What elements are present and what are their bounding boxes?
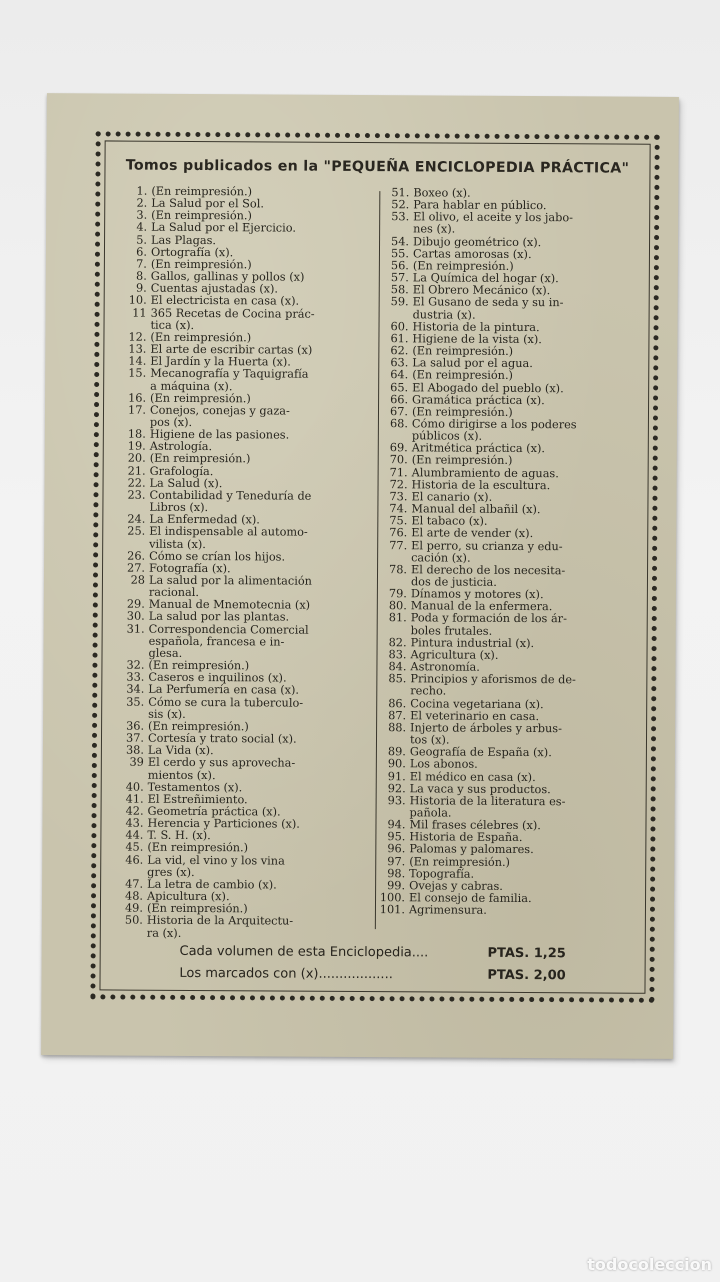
volume-number: 3. bbox=[136, 208, 148, 223]
volume-title: Higiene de la vista (x). bbox=[412, 332, 542, 346]
volume-number: 57. bbox=[390, 271, 409, 285]
volume-title: Historia de la literatura es- bbox=[409, 794, 566, 809]
volume-title: El perro, su crianza y edu- bbox=[411, 538, 563, 553]
volume-title: (En reimpresión.) bbox=[147, 841, 249, 855]
volume-title-continued: nes (x). bbox=[413, 222, 456, 237]
volume-title: Cómo se crían los hijos. bbox=[149, 549, 286, 564]
volume-number: 41. bbox=[125, 792, 144, 806]
volume-title-continued: pañola. bbox=[409, 806, 452, 820]
volume-number: 53. bbox=[391, 210, 410, 224]
volume-title: La salud por el agua. bbox=[412, 356, 533, 371]
volume-number: 13. bbox=[128, 342, 147, 356]
volume-number: 63. bbox=[390, 356, 409, 370]
volume-number: 71. bbox=[389, 465, 408, 479]
volume-title: Contabilidad y Teneduría de bbox=[149, 488, 312, 503]
volume-title: (En reimpresión.) bbox=[411, 453, 513, 468]
volume-number: 96. bbox=[387, 842, 406, 856]
volume-title: Manual de la enfermera. bbox=[410, 599, 553, 614]
list-item bbox=[119, 489, 373, 515]
volume-title: El Jardín y la Huerta (x). bbox=[150, 354, 291, 369]
volume-title: Mecanografía y Taquigrafía bbox=[150, 367, 309, 382]
volume-number: 85. bbox=[388, 672, 407, 686]
volume-number: 101. bbox=[379, 903, 406, 917]
volume-title: La Vida (x). bbox=[147, 743, 214, 758]
volume-title: Aritmética práctica (x). bbox=[411, 441, 546, 456]
volume-title: T. S. H. (x). bbox=[147, 828, 211, 843]
volume-number: 22. bbox=[127, 476, 146, 490]
volume-number: 34. bbox=[126, 682, 145, 697]
volume-title-continued: pos (x). bbox=[149, 415, 193, 429]
volume-number: 61. bbox=[390, 332, 409, 346]
volume-number: 76. bbox=[389, 526, 408, 540]
volume-title-continued: dustria (x). bbox=[412, 307, 476, 322]
volume-number: 93. bbox=[387, 793, 406, 808]
volume-number: 44. bbox=[125, 828, 144, 842]
volume-number: 83. bbox=[388, 648, 407, 662]
list-item bbox=[379, 904, 643, 918]
volume-title: El Obrero Mecánico (x). bbox=[412, 283, 551, 298]
volume-title: El Gusano de seda y su in- bbox=[412, 295, 564, 310]
volume-number: 69. bbox=[389, 441, 408, 455]
volume-title-continued: a máquina (x). bbox=[150, 379, 233, 393]
volume-title: Dibujo geométrico (x). bbox=[413, 234, 542, 249]
volume-number: 25. bbox=[127, 524, 146, 539]
volume-number: 7. bbox=[136, 257, 147, 271]
price-label: Cada volumen de esta Enciclopedia.... bbox=[179, 943, 429, 960]
volume-title-continued: mientos (x). bbox=[147, 768, 216, 782]
volume-title: El cerdo y sus aprovecha- bbox=[147, 756, 296, 770]
volume-number: 72. bbox=[389, 477, 408, 492]
volume-title: (En reimpresión.) bbox=[146, 901, 248, 916]
volume-number: 15. bbox=[128, 366, 147, 381]
volume-title: Injerto de árboles y arbus- bbox=[410, 721, 562, 736]
volume-title: Ovejas y cabras. bbox=[409, 879, 503, 893]
volume-title: Dínamos y motores (x). bbox=[410, 587, 544, 602]
volume-number: 36. bbox=[126, 719, 145, 733]
volume-number: 20. bbox=[127, 452, 146, 466]
volume-title: Gallos, gallinas y pollos (x) bbox=[150, 269, 305, 284]
volume-title: Higiene de las pasiones. bbox=[149, 427, 290, 442]
volume-number: 2. bbox=[136, 196, 148, 210]
volume-number: 11 bbox=[132, 306, 147, 320]
volume-title: Pintura industrial (x). bbox=[410, 636, 535, 650]
volume-number: 6. bbox=[136, 245, 148, 259]
volume-title: Grafología. bbox=[149, 464, 214, 478]
volume-title: (En reimpresión.) bbox=[412, 344, 514, 358]
volume-number: 40. bbox=[125, 780, 144, 794]
volume-title: El electricista en casa (x). bbox=[150, 294, 300, 309]
volume-title: El indispensable al automo- bbox=[149, 525, 308, 540]
list-item bbox=[381, 564, 645, 590]
volume-number: 47. bbox=[125, 877, 144, 891]
volume-title: Historia de la Arquitectu- bbox=[146, 914, 294, 928]
volume-title: La Perfumería en casa (x). bbox=[148, 683, 300, 698]
volume-title: El Abogado del pueblo (x). bbox=[412, 380, 564, 395]
volume-title: (En reimpresión.) bbox=[151, 184, 253, 199]
list-item bbox=[383, 211, 647, 237]
volume-number: 9. bbox=[135, 281, 147, 295]
volume-title: (En reimpresión.) bbox=[409, 854, 511, 869]
book-back-cover bbox=[41, 93, 679, 1059]
volume-title: (En reimpresión.) bbox=[411, 405, 513, 419]
volume-number: 92. bbox=[387, 781, 406, 795]
volume-title: Historia de la escultura. bbox=[411, 478, 551, 492]
volume-number: 24. bbox=[127, 512, 146, 526]
volume-number: 31. bbox=[126, 622, 145, 636]
volume-number: 54. bbox=[391, 234, 410, 248]
volume-title: La Salud por el Sol. bbox=[151, 196, 264, 211]
volume-title: Alumbramiento de aguas. bbox=[411, 465, 559, 480]
volume-number: 26. bbox=[127, 549, 146, 563]
volume-title: La vid, el vino y los vina bbox=[147, 853, 285, 868]
volume-number: 87. bbox=[388, 708, 407, 723]
volume-title-continued: glesa. bbox=[148, 646, 183, 660]
volume-title: Geografía de España (x). bbox=[409, 745, 552, 760]
volume-number: 32. bbox=[126, 658, 145, 672]
volume-title-continued: Libros (x). bbox=[149, 500, 209, 515]
volume-title: Correspondencia Comercial bbox=[148, 622, 309, 637]
volume-number: 90. bbox=[387, 757, 406, 771]
volume-number: 82. bbox=[388, 635, 407, 650]
volume-title-continued: tica (x). bbox=[150, 318, 195, 332]
volume-title: Fotografía (x). bbox=[149, 561, 231, 576]
price-list bbox=[101, 939, 645, 986]
volume-title: La salud por la alimentación bbox=[148, 573, 312, 588]
right-column-list bbox=[379, 187, 647, 918]
volume-title: (En reimpresión.) bbox=[412, 368, 514, 383]
volume-title: (En reimpresión.) bbox=[148, 658, 250, 673]
volume-number: 65. bbox=[390, 380, 409, 394]
volume-title: Historia de la pintura. bbox=[412, 320, 540, 334]
volume-title: La vaca y sus productos. bbox=[409, 781, 551, 796]
volume-title-continued: cación (x). bbox=[411, 550, 471, 565]
volume-title: La Química del hogar (x). bbox=[412, 271, 559, 286]
volume-number: 33. bbox=[126, 670, 145, 684]
volume-number: 79. bbox=[388, 587, 407, 601]
volume-title: Poda y formación de los ár- bbox=[410, 611, 567, 626]
list-item bbox=[380, 673, 644, 699]
list-item bbox=[117, 854, 371, 880]
volume-number: 91. bbox=[387, 769, 406, 783]
volume-number: 60. bbox=[390, 319, 409, 334]
volume-title: Geometría práctica (x). bbox=[147, 804, 281, 819]
volume-number: 16. bbox=[128, 391, 147, 405]
left-column-list bbox=[117, 186, 376, 941]
dotted-border-frame bbox=[90, 131, 659, 1002]
volume-title: Ortografía (x). bbox=[150, 245, 234, 260]
volume-title: (En reimpresión.) bbox=[151, 209, 252, 223]
volume-number: 43. bbox=[125, 816, 144, 830]
volume-title-continued: gres (x). bbox=[147, 865, 195, 879]
volume-title: Conejos, conejas y gaza- bbox=[149, 403, 290, 418]
volume-title: (En reimpresión.) bbox=[412, 259, 514, 273]
volume-number: 75. bbox=[389, 514, 408, 528]
volume-title: (En reimpresión.) bbox=[149, 452, 251, 466]
volume-number: 10. bbox=[128, 293, 147, 308]
volume-title-continued: recho. bbox=[410, 684, 447, 698]
price-amount: PTAS. 2,00 bbox=[487, 967, 566, 983]
volume-title: Caseros e inquilinos (x). bbox=[148, 670, 287, 685]
volume-title: El olivo, el aceite y los jabo- bbox=[413, 210, 574, 225]
volume-title: La Salud por el Ejercicio. bbox=[151, 221, 297, 236]
list-item bbox=[120, 368, 374, 394]
volume-title: (En reimpresión.) bbox=[148, 719, 249, 734]
volume-number: 45. bbox=[125, 841, 144, 855]
list-item bbox=[383, 297, 647, 323]
volume-title: Las Plagas. bbox=[151, 233, 217, 247]
list-item bbox=[120, 307, 374, 333]
volume-title: (En reimpresión.) bbox=[150, 391, 251, 405]
volume-title: El arte de vender (x). bbox=[411, 526, 534, 541]
volume-number: 100. bbox=[379, 891, 406, 905]
volume-number: 27. bbox=[127, 561, 146, 575]
volume-title: Astrología. bbox=[149, 439, 213, 454]
volume-title-continued: racional. bbox=[148, 585, 200, 600]
volume-title: Cocina vegetariana (x). bbox=[410, 696, 544, 711]
price-amount: PTAS. 1,25 bbox=[487, 945, 566, 961]
volume-number: 28 bbox=[130, 573, 146, 587]
volume-number: 67. bbox=[389, 404, 409, 419]
volume-title: (En reimpresión.) bbox=[150, 257, 252, 272]
volume-title: El veterinario en casa. bbox=[410, 709, 540, 723]
volume-number: 51. bbox=[391, 186, 410, 200]
volume-number: 97. bbox=[387, 854, 406, 868]
volume-title: Cartas amorosas (x). bbox=[412, 247, 532, 261]
volume-number: 55. bbox=[390, 246, 410, 261]
volume-number: 64. bbox=[390, 368, 409, 382]
volume-number: 5. bbox=[136, 233, 148, 247]
volume-number: 80. bbox=[388, 599, 407, 613]
volume-number: 29. bbox=[126, 597, 145, 611]
volume-number: 35. bbox=[126, 695, 145, 709]
volume-title: Mil frases célebres (x). bbox=[409, 818, 541, 833]
volume-number: 94. bbox=[387, 818, 406, 832]
volume-number: 59. bbox=[390, 295, 409, 309]
volume-title: Topografía. bbox=[409, 867, 475, 881]
volume-number: 89. bbox=[387, 745, 406, 759]
list-item bbox=[381, 613, 645, 639]
volume-number: 14. bbox=[128, 354, 147, 368]
volume-title: La Salud (x). bbox=[149, 476, 223, 490]
volume-number: 4. bbox=[136, 221, 148, 235]
volume-number: 39 bbox=[129, 755, 144, 770]
volume-title: Manual del albañil (x). bbox=[411, 502, 541, 517]
volume-title: El derecho de los necesita- bbox=[411, 563, 566, 578]
list-item bbox=[381, 540, 645, 566]
volume-title-continued: boles frutales. bbox=[410, 623, 493, 638]
volume-title-continued: públicos (x). bbox=[411, 429, 483, 443]
volume-title: El Estreñimiento. bbox=[147, 792, 248, 807]
list-item bbox=[118, 757, 372, 783]
volume-number: 52. bbox=[391, 198, 410, 212]
volume-number: 78. bbox=[389, 563, 408, 577]
volume-title: Para hablar en público. bbox=[413, 198, 547, 213]
catalog-title: Tomos publicados en la "PEQUEÑA ENCICLOPEDIA PRÁCTICA" bbox=[125, 157, 630, 177]
volume-number: 12. bbox=[128, 330, 147, 344]
volume-number: 37. bbox=[125, 731, 145, 745]
volume-title: Manual de Mnemotecnia (x) bbox=[148, 598, 311, 613]
volume-title: El tabaco (x). bbox=[411, 514, 488, 528]
list-item bbox=[119, 575, 373, 601]
inner-frame bbox=[99, 140, 650, 993]
volume-title: La salud por las plantas. bbox=[148, 610, 290, 625]
watermark-logo: todocoleccion bbox=[587, 1255, 712, 1274]
volume-title: Los abonos. bbox=[409, 757, 478, 772]
list-item bbox=[382, 418, 646, 444]
volume-title-continued: tos (x). bbox=[409, 733, 450, 747]
volume-number: 38. bbox=[125, 743, 144, 757]
volume-title: El canario (x). bbox=[411, 490, 493, 504]
volume-title: La Enfermedad (x). bbox=[149, 512, 260, 527]
volume-title-continued: sis (x). bbox=[148, 707, 186, 721]
volume-number: 30. bbox=[126, 610, 145, 624]
volume-number: 58. bbox=[390, 283, 409, 297]
volume-number: 81. bbox=[388, 611, 407, 625]
volume-title: Palomas y palomares. bbox=[409, 842, 534, 857]
volume-number: 74. bbox=[389, 502, 408, 516]
volume-number: 70. bbox=[389, 453, 408, 467]
volume-number: 68. bbox=[389, 417, 408, 431]
volume-number: 42. bbox=[125, 804, 144, 818]
volume-number: 50. bbox=[124, 913, 143, 928]
volume-number: 49. bbox=[124, 901, 144, 915]
volume-number: 48. bbox=[125, 889, 144, 903]
volume-number: 99. bbox=[387, 879, 406, 893]
volume-title: Agricultura (x). bbox=[410, 648, 499, 662]
volume-number: 17. bbox=[128, 403, 147, 417]
list-item bbox=[118, 696, 372, 722]
volume-title: 365 Recetas de Cocina prác- bbox=[150, 306, 315, 321]
volume-title: (En reimpresión.) bbox=[150, 330, 252, 345]
volume-title: Boxeo (x). bbox=[413, 186, 471, 200]
volume-title: Cortesía y trato social (x). bbox=[147, 731, 297, 746]
list-item bbox=[118, 623, 372, 661]
volume-title: Agrimensura. bbox=[408, 903, 487, 917]
volume-number: 88. bbox=[388, 721, 407, 735]
volume-number: 46. bbox=[125, 853, 144, 867]
volume-title: El arte de escribir cartas (x) bbox=[150, 342, 313, 357]
volume-title: Gramática práctica (x). bbox=[412, 392, 545, 407]
volume-title: La letra de cambio (x). bbox=[147, 877, 277, 892]
volume-title: Historia de España. bbox=[409, 830, 523, 845]
volume-title: Cuentas ajustadas (x). bbox=[150, 281, 279, 296]
volume-number: 73. bbox=[389, 490, 408, 504]
volume-title: Testamentos (x). bbox=[147, 780, 243, 794]
volume-number: 1. bbox=[136, 184, 148, 198]
volume-title: Apicultura (x). bbox=[146, 889, 230, 904]
volume-title: Cómo se cura la tuberculo- bbox=[148, 695, 304, 710]
volume-number: 95. bbox=[387, 830, 406, 844]
list-item bbox=[120, 404, 374, 430]
price-label: Los marcados con (x).................. bbox=[179, 965, 393, 982]
volume-number: 56. bbox=[390, 259, 409, 273]
volume-number: 77. bbox=[389, 538, 408, 552]
volume-number: 18. bbox=[127, 427, 146, 441]
volume-number: 62. bbox=[390, 344, 409, 358]
volume-number: 98. bbox=[387, 866, 406, 881]
volume-title: Herencia y Particiones (x). bbox=[147, 816, 300, 831]
volume-number: 84. bbox=[388, 660, 407, 674]
list-item bbox=[119, 526, 373, 552]
volume-number: 66. bbox=[390, 392, 409, 406]
volume-number: 21. bbox=[127, 464, 146, 478]
price-row-marked bbox=[101, 961, 645, 986]
volume-title: Cómo dirigirse a los poderes bbox=[411, 417, 577, 432]
list-item bbox=[380, 795, 644, 821]
volume-title-continued: española, francesa e in- bbox=[148, 634, 285, 649]
volume-title: El médico en casa (x). bbox=[409, 769, 536, 784]
volume-title-continued: ra (x). bbox=[146, 926, 182, 940]
list-item bbox=[117, 915, 371, 941]
volume-title: El consejo de familia. bbox=[408, 891, 532, 906]
volume-title-continued: vilista (x). bbox=[149, 537, 206, 551]
volume-title: Principios y aforismos de de- bbox=[410, 672, 576, 687]
volume-number: 19. bbox=[127, 439, 146, 453]
volume-number: 8. bbox=[136, 269, 147, 283]
volume-number: 86. bbox=[388, 696, 407, 710]
volume-title: Astronomía. bbox=[410, 660, 480, 674]
volume-title-continued: dos de justicia. bbox=[410, 575, 497, 589]
volume-number: 23. bbox=[127, 488, 146, 502]
list-item bbox=[380, 722, 644, 748]
